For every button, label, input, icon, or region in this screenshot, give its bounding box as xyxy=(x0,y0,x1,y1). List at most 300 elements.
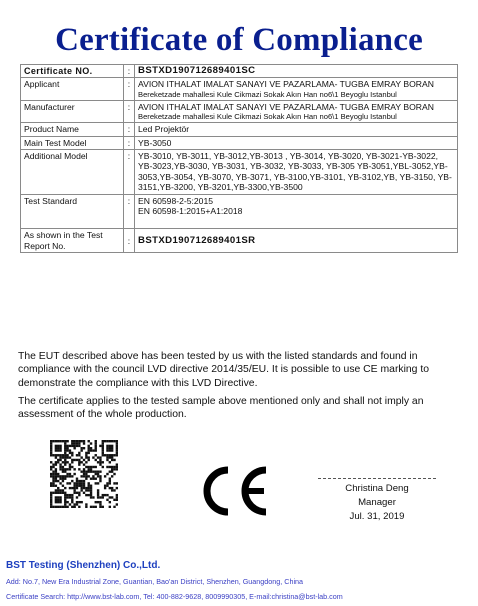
qr-module xyxy=(59,454,61,456)
qr-module xyxy=(111,454,113,456)
qr-module xyxy=(55,499,57,501)
qr-module xyxy=(99,475,101,477)
qr-module xyxy=(95,482,97,484)
qr-module xyxy=(83,470,85,472)
qr-module xyxy=(106,459,108,461)
qr-module xyxy=(97,501,99,503)
qr-module xyxy=(99,480,101,482)
qr-module xyxy=(88,487,90,489)
qr-module xyxy=(78,452,80,454)
qr-module xyxy=(109,440,111,442)
qr-module xyxy=(69,494,71,496)
qr-module xyxy=(95,442,97,444)
qr-module xyxy=(113,468,115,470)
qr-module xyxy=(90,442,92,444)
qr-module xyxy=(73,442,75,444)
qr-module xyxy=(88,456,90,458)
signature-line xyxy=(318,478,436,479)
qr-module xyxy=(69,496,71,498)
qr-module xyxy=(102,506,104,508)
qr-module xyxy=(62,475,64,477)
qr-module xyxy=(78,442,80,444)
qr-module xyxy=(106,454,108,456)
qr-module xyxy=(50,445,52,447)
qr-module xyxy=(102,452,104,454)
qr-module xyxy=(76,485,78,487)
qr-module xyxy=(71,442,73,444)
qr-module xyxy=(59,478,61,480)
qr-module xyxy=(104,487,106,489)
qr-module xyxy=(52,473,54,475)
qr-module xyxy=(116,499,118,501)
qr-module xyxy=(106,445,108,447)
qr-module xyxy=(95,445,97,447)
label-main-test-model: Main Test Model xyxy=(21,136,124,149)
qr-module xyxy=(62,461,64,463)
qr-module xyxy=(71,459,73,461)
qr-module xyxy=(109,487,111,489)
qr-module xyxy=(111,459,113,461)
separator: : xyxy=(124,65,135,78)
qr-module xyxy=(59,440,61,442)
test-standard-line-2: EN 60598-1:2015+A1:2018 xyxy=(138,206,243,217)
qr-module xyxy=(50,506,52,508)
qr-module xyxy=(113,454,115,456)
qr-module xyxy=(78,501,80,503)
qr-module xyxy=(76,503,78,505)
qr-module xyxy=(95,501,97,503)
qr-module xyxy=(50,475,52,477)
qr-module xyxy=(55,489,57,491)
qr-module xyxy=(106,456,108,458)
qr-module xyxy=(64,452,66,454)
qr-module xyxy=(73,492,75,494)
ce-mark xyxy=(198,462,272,520)
qr-module xyxy=(69,487,71,489)
qr-module xyxy=(109,454,111,456)
qr-module xyxy=(64,496,66,498)
qr-module xyxy=(76,459,78,461)
qr-module xyxy=(55,501,57,503)
qr-module xyxy=(64,459,66,461)
qr-module xyxy=(83,463,85,465)
qr-module xyxy=(59,501,61,503)
qr-module xyxy=(106,482,108,484)
qr-module xyxy=(55,496,57,498)
signatory-name: Christina Deng xyxy=(345,483,409,494)
qr-module xyxy=(73,473,75,475)
qr-module xyxy=(90,494,92,496)
qr-module xyxy=(90,449,92,451)
qr-module xyxy=(69,482,71,484)
qr-module xyxy=(55,445,57,447)
qr-module xyxy=(78,445,80,447)
qr-module xyxy=(97,496,99,498)
qr-module xyxy=(106,447,108,449)
qr-module xyxy=(109,501,111,503)
qr-module xyxy=(64,442,66,444)
qr-module xyxy=(62,470,64,472)
qr-module xyxy=(99,478,101,480)
qr-module xyxy=(83,473,85,475)
qr-module xyxy=(62,506,64,508)
qr-module xyxy=(116,449,118,451)
qr-module xyxy=(62,468,64,470)
qr-module xyxy=(111,475,113,477)
qr-module xyxy=(95,506,97,508)
qr-module xyxy=(88,449,90,451)
qr-module xyxy=(80,487,82,489)
qr-module xyxy=(111,466,113,468)
qr-module xyxy=(71,452,73,454)
row-applicant xyxy=(21,78,458,100)
qr-module xyxy=(83,440,85,442)
qr-module xyxy=(99,445,101,447)
label-test-report: As shown in the Test Report No. xyxy=(21,229,124,253)
qr-module xyxy=(99,503,101,505)
qr-module xyxy=(113,482,115,484)
qr-module xyxy=(76,501,78,503)
qr-module xyxy=(106,499,108,501)
qr-module xyxy=(59,482,61,484)
qr-module xyxy=(97,475,99,477)
qr-module xyxy=(66,447,68,449)
qr-module xyxy=(104,454,106,456)
qr-module xyxy=(50,485,52,487)
ce-mark-label: CE xyxy=(235,494,237,495)
qr-module xyxy=(66,456,68,458)
qr-module xyxy=(116,466,118,468)
qr-module xyxy=(111,449,113,451)
qr-module xyxy=(78,482,80,484)
qr-module xyxy=(52,440,54,442)
qr-module xyxy=(109,506,111,508)
qr-module xyxy=(78,459,80,461)
scope-statement: The certificate applies to the tested sample above mentioned only and shall not imply an assessment of the whole production. xyxy=(18,396,424,421)
qr-module xyxy=(52,492,54,494)
qr-module xyxy=(90,506,92,508)
qr-module xyxy=(80,489,82,491)
qr-module xyxy=(106,449,108,451)
qr-module xyxy=(85,454,87,456)
qr-module xyxy=(69,503,71,505)
qr-module xyxy=(83,475,85,477)
qr-module xyxy=(66,501,68,503)
qr-module xyxy=(116,463,118,465)
qr-module xyxy=(116,440,118,442)
qr-module xyxy=(109,445,111,447)
qr-module xyxy=(109,482,111,484)
qr-module xyxy=(78,454,80,456)
qr-module xyxy=(55,447,57,449)
qr-module xyxy=(111,470,113,472)
qr-module xyxy=(62,466,64,468)
qr-module xyxy=(102,454,104,456)
qr-module xyxy=(73,487,75,489)
qr-module xyxy=(102,447,104,449)
qr-module xyxy=(64,445,66,447)
qr-module xyxy=(102,494,104,496)
qr-module xyxy=(99,501,101,503)
qr-module xyxy=(50,461,52,463)
value-certificate-no: BSTXD190712689401SC xyxy=(135,65,458,78)
qr-module xyxy=(109,478,111,480)
qr-module xyxy=(83,447,85,449)
row-manufacturer xyxy=(21,100,458,122)
qr-module xyxy=(71,475,73,477)
qr-module xyxy=(102,496,104,498)
qr-module xyxy=(92,456,94,458)
qr-module xyxy=(64,456,66,458)
qr-module xyxy=(95,473,97,475)
qr-module xyxy=(80,440,82,442)
qr-module xyxy=(99,461,101,463)
row-test-report xyxy=(21,229,458,253)
qr-module xyxy=(64,475,66,477)
applicant-name: AVION ITHALAT IMALAT SANAYI VE PAZARLAMA- TUGBA EMRAY BORAN xyxy=(138,79,434,90)
qr-module xyxy=(97,470,99,472)
qr-module xyxy=(111,445,113,447)
qr-module xyxy=(85,489,87,491)
qr-module xyxy=(109,461,111,463)
qr-module xyxy=(64,447,66,449)
qr-module xyxy=(97,492,99,494)
qr-module xyxy=(64,501,66,503)
qr-module xyxy=(104,485,106,487)
qr-module xyxy=(83,442,85,444)
qr-module xyxy=(69,475,71,477)
qr-module xyxy=(88,485,90,487)
qr-module xyxy=(69,445,71,447)
qr-module xyxy=(71,494,73,496)
qr-module xyxy=(85,494,87,496)
qr-module xyxy=(83,482,85,484)
qr-module xyxy=(90,492,92,494)
qr-module xyxy=(76,492,78,494)
qr-module xyxy=(80,480,82,482)
qr-module xyxy=(85,478,87,480)
qr-module xyxy=(104,475,106,477)
qr-module xyxy=(116,496,118,498)
qr-module xyxy=(57,499,59,501)
qr-module xyxy=(73,485,75,487)
row-additional-model xyxy=(21,150,458,195)
qr-module xyxy=(57,449,59,451)
qr-module xyxy=(78,492,80,494)
qr-module xyxy=(64,470,66,472)
qr-module xyxy=(71,440,73,442)
qr-module xyxy=(95,449,97,451)
value-manufacturer xyxy=(135,100,458,122)
qr-module xyxy=(85,503,87,505)
qr-module xyxy=(92,466,94,468)
qr-module xyxy=(95,466,97,468)
qr-module xyxy=(80,501,82,503)
qr-module xyxy=(59,463,61,465)
qr-module xyxy=(73,482,75,484)
qr-module xyxy=(88,445,90,447)
value-test-standard xyxy=(135,194,458,229)
qr-module xyxy=(62,480,64,482)
qr-module xyxy=(90,470,92,472)
qr-module xyxy=(66,482,68,484)
value-additional-model: YB-3010, YB-3011, YB-3012,YB-3013 , YB-3014, YB-3020, YB-3021-YB-3022, YB-3023,YB-3030, YB-3031, YB-3032, YB-3033, YB-305 YB-3051,YBL-3052,YB-3053,YB-3054, YB-3070, YB-3071, YB-3100,YB-3101, YB-3102,YB, YB-3150, YB-3151,YB-3200, YB-3201,YB-3300,YB-3500 xyxy=(135,150,458,195)
qr-module xyxy=(80,456,82,458)
qr-module xyxy=(109,496,111,498)
manufacturer-address: Bereketzade mahallesi Kule Cikmazi Sokak Akın Han no6\1 Beyoglu Istanbul xyxy=(138,112,397,122)
qr-module xyxy=(64,449,66,451)
qr-module xyxy=(113,459,115,461)
qr-module xyxy=(83,492,85,494)
separator: : xyxy=(124,229,135,253)
qr-module xyxy=(99,470,101,472)
qr-module xyxy=(59,466,61,468)
qr-module xyxy=(95,454,97,456)
qr-module xyxy=(69,473,71,475)
qr-module xyxy=(59,449,61,451)
applicant-address: Bereketzade mahallesi Kule Cikmazi Sokak Akın Han no6\1 Beyoglu Istanbul xyxy=(138,89,397,99)
qr-module xyxy=(92,496,94,498)
label-test-standard: Test Standard xyxy=(21,194,124,229)
signature-date: Jul. 31, 2019 xyxy=(349,511,405,522)
qr-module xyxy=(71,496,73,498)
qr-module xyxy=(76,454,78,456)
qr-module xyxy=(73,447,75,449)
qr-module xyxy=(95,447,97,449)
qr-module xyxy=(85,475,87,477)
qr-module xyxy=(99,496,101,498)
qr-code xyxy=(50,440,118,508)
qr-module xyxy=(116,445,118,447)
qr-module xyxy=(50,466,52,468)
qr-module xyxy=(71,445,73,447)
qr-module xyxy=(66,475,68,477)
qr-module xyxy=(111,447,113,449)
label-additional-model: Additional Model xyxy=(21,150,124,195)
qr-module xyxy=(55,461,57,463)
qr-module xyxy=(106,440,108,442)
value-applicant xyxy=(135,78,458,100)
qr-module xyxy=(59,499,61,501)
qr-module xyxy=(116,494,118,496)
qr-module xyxy=(62,440,64,442)
qr-module xyxy=(90,489,92,491)
qr-module xyxy=(109,449,111,451)
qr-module xyxy=(80,482,82,484)
qr-module xyxy=(116,503,118,505)
qr-module xyxy=(88,466,90,468)
separator: : xyxy=(124,136,135,149)
qr-module xyxy=(62,489,64,491)
qr-module xyxy=(111,468,113,470)
qr-module xyxy=(64,440,66,442)
qr-module xyxy=(55,463,57,465)
qr-module xyxy=(57,445,59,447)
qr-module xyxy=(66,494,68,496)
qr-module xyxy=(80,461,82,463)
row-test-standard xyxy=(21,194,458,229)
qr-module xyxy=(76,478,78,480)
qr-module xyxy=(66,445,68,447)
qr-module xyxy=(76,442,78,444)
qr-module xyxy=(76,496,78,498)
qr-module xyxy=(97,456,99,458)
qr-module xyxy=(76,487,78,489)
separator: : xyxy=(124,150,135,195)
qr-module xyxy=(69,463,71,465)
qr-module xyxy=(57,487,59,489)
qr-module xyxy=(57,461,59,463)
qr-module xyxy=(69,456,71,458)
qr-module xyxy=(106,473,108,475)
qr-module xyxy=(113,499,115,501)
qr-module xyxy=(99,506,101,508)
qr-module xyxy=(99,459,101,461)
qr-module xyxy=(57,473,59,475)
qr-module xyxy=(50,454,52,456)
qr-module xyxy=(78,461,80,463)
qr-module xyxy=(83,468,85,470)
value-main-test-model: YB-3050 xyxy=(135,136,458,149)
qr-module xyxy=(99,456,101,458)
signatory-role: Manager xyxy=(358,497,396,508)
qr-module xyxy=(85,452,87,454)
qr-module xyxy=(50,482,52,484)
qr-module xyxy=(64,478,66,480)
qr-module xyxy=(57,447,59,449)
qr-module xyxy=(88,494,90,496)
qr-module xyxy=(64,461,66,463)
qr-module xyxy=(64,503,66,505)
qr-module xyxy=(116,452,118,454)
qr-module xyxy=(57,459,59,461)
qr-module xyxy=(106,466,108,468)
qr-module xyxy=(59,447,61,449)
qr-module xyxy=(50,501,52,503)
qr-module xyxy=(59,445,61,447)
qr-module xyxy=(116,487,118,489)
qr-module xyxy=(92,506,94,508)
qr-module xyxy=(52,480,54,482)
qr-module xyxy=(59,456,61,458)
qr-module xyxy=(52,485,54,487)
qr-module xyxy=(50,447,52,449)
qr-module xyxy=(55,480,57,482)
qr-module xyxy=(78,480,80,482)
qr-module xyxy=(66,506,68,508)
qr-module xyxy=(88,475,90,477)
qr-module xyxy=(64,463,66,465)
qr-module xyxy=(71,506,73,508)
qr-module xyxy=(55,470,57,472)
separator: : xyxy=(124,194,135,229)
qr-module xyxy=(102,440,104,442)
qr-module xyxy=(52,478,54,480)
document-title: Certificate of Compliance xyxy=(55,22,423,58)
row-certificate-no xyxy=(21,65,458,78)
qr-module xyxy=(57,440,59,442)
qr-module xyxy=(109,456,111,458)
qr-module xyxy=(66,496,68,498)
qr-module xyxy=(50,492,52,494)
qr-module xyxy=(62,456,64,458)
qr-module xyxy=(88,489,90,491)
qr-module xyxy=(88,482,90,484)
qr-module xyxy=(59,475,61,477)
qr-module xyxy=(80,449,82,451)
qr-module xyxy=(73,468,75,470)
qr-module xyxy=(50,442,52,444)
